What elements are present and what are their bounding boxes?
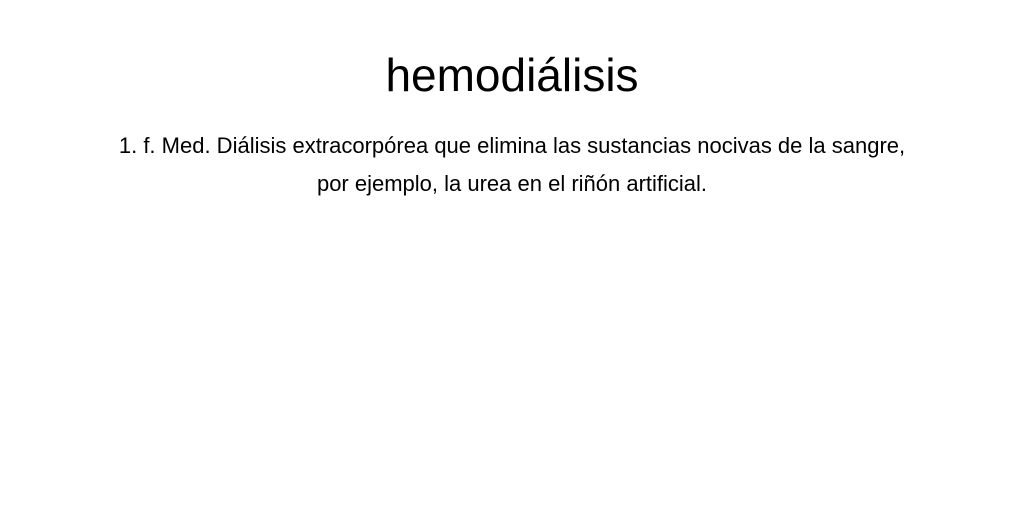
entry-headword: hemodiálisis [385, 49, 639, 101]
entry-definition: 1. f. Med. Diálisis extracorpórea que elimina las sustancias nocivas de la sangre, por ejemplo, la urea en el riñón artificial. [118, 133, 906, 196]
